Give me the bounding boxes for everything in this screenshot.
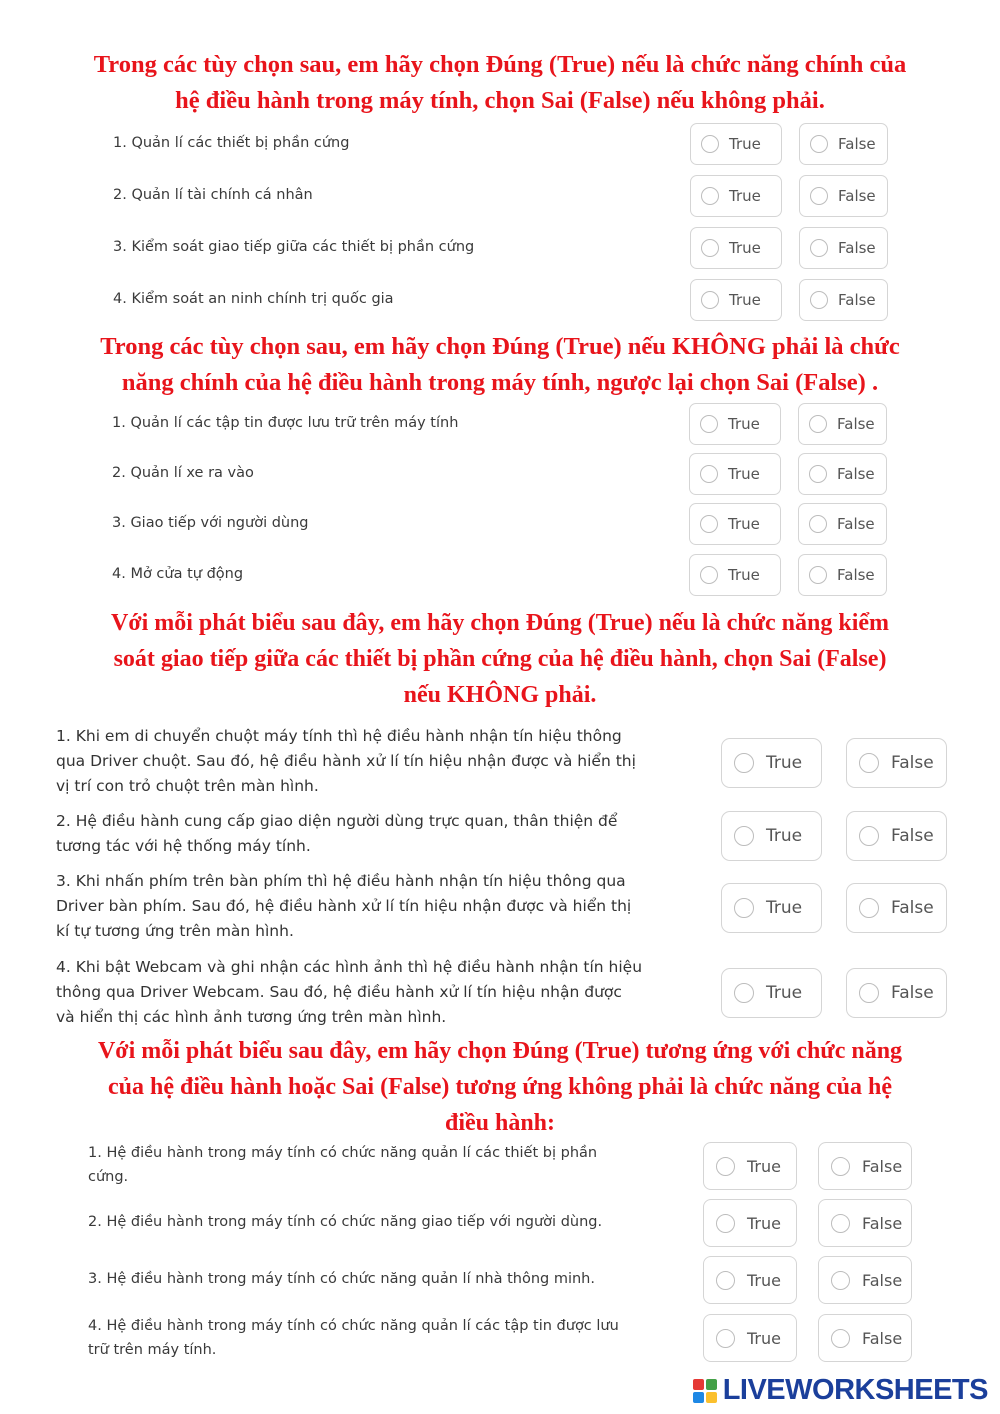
radio-circle-icon [809, 515, 827, 533]
question-line: cứng. [88, 1169, 129, 1185]
true-option[interactable] [721, 968, 822, 1018]
question-line: thông qua Driver Webcam. Sau đó, hệ điều hành xử lí tín hiệu nhận được [56, 983, 622, 1001]
option-label: True [747, 1328, 781, 1348]
question-text: 4. Mở cửa tự động [112, 566, 244, 582]
question-line: Driver bàn phím. Sau đó, hệ điều hành xử lí tín hiệu nhận được và hiển thị [56, 897, 632, 915]
question-text [88, 1267, 595, 1291]
option-label: True [729, 291, 761, 309]
radio-circle-icon [859, 983, 879, 1003]
false-option[interactable] [846, 738, 947, 788]
option-label: False [862, 1213, 903, 1233]
radio-circle-icon [700, 415, 718, 433]
question-line: vị trí con trỏ chuột trên màn hình. [56, 777, 319, 795]
option-label: False [891, 898, 934, 918]
radio-circle-icon [701, 135, 719, 153]
question-text: 2. Quản lí tài chính cá nhân [113, 187, 313, 203]
question-text [88, 1141, 597, 1189]
option-label: False [837, 465, 875, 483]
false-option[interactable] [798, 503, 887, 545]
question-text [56, 724, 636, 799]
false-option[interactable] [799, 227, 888, 269]
question-line: qua Driver chuột. Sau đó, hệ điều hành xử lí tín hiệu nhận được và hiển thị [56, 752, 636, 770]
option-label: False [837, 515, 875, 533]
radio-circle-icon [700, 515, 718, 533]
heading-line: Trong các tùy chọn sau, em hãy chọn Đúng (True) nếu là chức năng chính của [93, 51, 907, 78]
option-label: False [838, 187, 876, 205]
option-label: True [766, 983, 803, 1003]
question-line: kí tự tương ứng trên màn hình. [56, 922, 294, 940]
option-label: True [728, 515, 760, 533]
question-text [56, 809, 617, 859]
logo-square [706, 1392, 717, 1403]
logo-square [693, 1379, 704, 1390]
question-line: 4. Hệ điều hành trong máy tính có chức năng quản lí các tập tin được lưu [88, 1318, 619, 1334]
radio-circle-icon [716, 1157, 735, 1176]
section-4-heading [30, 1033, 970, 1141]
radio-circle-icon [700, 465, 718, 483]
false-option[interactable] [798, 453, 887, 495]
radio-circle-icon [700, 566, 718, 584]
true-option[interactable] [690, 227, 782, 269]
radio-circle-icon [831, 1157, 850, 1176]
heading-line: soát giao tiếp giữa các thiết bị phần cứng của hệ điều hành, chọn Sai (False) [113, 646, 887, 672]
radio-circle-icon [701, 187, 719, 205]
false-option[interactable] [798, 403, 887, 445]
section-1-heading [30, 47, 970, 119]
false-option[interactable] [799, 279, 888, 321]
question-line: 4. Khi bật Webcam và ghi nhận các hình ảnh thì hệ điều hành nhận tín hiệu [56, 958, 643, 976]
false-option[interactable] [846, 968, 947, 1018]
radio-circle-icon [809, 465, 827, 483]
radio-circle-icon [734, 753, 754, 773]
false-option[interactable] [846, 811, 947, 861]
true-option[interactable] [689, 453, 781, 495]
radio-circle-icon [734, 983, 754, 1003]
false-option[interactable] [846, 883, 947, 933]
radio-circle-icon [810, 291, 828, 309]
liveworksheets-logo-icon [693, 1377, 719, 1403]
true-option[interactable] [689, 503, 781, 545]
radio-circle-icon [701, 239, 719, 257]
true-option[interactable] [721, 883, 822, 933]
question-line: 2. Hệ điều hành trong máy tính có chức năng giao tiếp với người dùng. [88, 1214, 603, 1230]
heading-line: Với mỗi phát biểu sau đây, em hãy chọn Đúng (True) tương ứng với chức năng [97, 1038, 903, 1064]
radio-circle-icon [810, 187, 828, 205]
option-label: False [891, 983, 934, 1003]
heading-line: năng chính của hệ điều hành trong máy tính, ngược lại chọn Sai (False) . [121, 369, 879, 396]
option-label: True [747, 1213, 781, 1233]
question-line: 1. Khi em di chuyển chuột máy tính thì hệ điều hành nhận tín hiệu thông [56, 727, 622, 745]
true-option[interactable] [721, 811, 822, 861]
option-label: True [729, 187, 761, 205]
question-line: 3. Khi nhấn phím trên bàn phím thì hệ điều hành nhận tín hiệu thông qua [56, 872, 626, 890]
false-option[interactable] [818, 1314, 912, 1362]
radio-circle-icon [831, 1214, 850, 1233]
false-option[interactable] [799, 123, 888, 165]
option-label: False [891, 753, 934, 773]
question-text: 2. Quản lí xe ra vào [112, 465, 254, 481]
radio-circle-icon [859, 898, 879, 918]
option-label: False [891, 826, 934, 846]
option-label: True [766, 753, 803, 773]
question-line: và hiển thị các hình ảnh tương ứng trên màn hình. [56, 1008, 447, 1026]
radio-circle-icon [734, 898, 754, 918]
option-label: False [862, 1328, 903, 1348]
false-option[interactable] [799, 175, 888, 217]
heading-line: điều hành: [444, 1110, 556, 1136]
false-option[interactable] [818, 1256, 912, 1304]
option-label: True [729, 135, 761, 153]
option-label: False [838, 291, 876, 309]
section-2-heading [30, 329, 970, 401]
question-text [56, 869, 631, 944]
true-option[interactable] [690, 123, 782, 165]
radio-circle-icon [831, 1271, 850, 1290]
option-label: True [766, 898, 803, 918]
true-option[interactable] [703, 1142, 797, 1190]
question-line: tương tác với hệ thống máy tính. [56, 837, 311, 855]
radio-circle-icon [859, 826, 879, 846]
heading-line: Với mỗi phát biểu sau đây, em hãy chọn Đúng (True) nếu là chức năng kiểm [110, 610, 890, 636]
option-label: True [729, 239, 761, 257]
true-option[interactable] [703, 1314, 797, 1362]
question-text [56, 955, 642, 1030]
question-text: 3. Giao tiếp với người dùng [112, 515, 309, 531]
radio-circle-icon [716, 1329, 735, 1348]
radio-circle-icon [810, 239, 828, 257]
option-label: False [862, 1270, 903, 1290]
radio-circle-icon [809, 415, 827, 433]
false-option[interactable] [818, 1199, 912, 1247]
false-option[interactable] [798, 554, 887, 596]
option-label: False [838, 239, 876, 257]
option-label: True [747, 1156, 781, 1176]
question-line: 3. Hệ điều hành trong máy tính có chức năng quản lí nhà thông minh. [88, 1271, 595, 1287]
liveworksheets-brand[interactable] [693, 1374, 988, 1406]
question-text: 1. Quản lí các thiết bị phần cứng [113, 135, 350, 151]
option-label: True [728, 566, 760, 584]
option-label: True [728, 465, 760, 483]
option-label: False [838, 135, 876, 153]
option-label: True [728, 415, 760, 433]
logo-square [693, 1392, 704, 1403]
question-line: trữ trên máy tính. [88, 1342, 217, 1358]
true-option[interactable] [721, 738, 822, 788]
radio-circle-icon [716, 1214, 735, 1233]
option-label: True [766, 826, 803, 846]
question-line: 2. Hệ điều hành cung cấp giao diện người dùng trực quan, thân thiện để [56, 812, 618, 830]
option-label: False [862, 1156, 903, 1176]
heading-line: hệ điều hành trong máy tính, chọn Sai (False) nếu không phải. [175, 87, 825, 114]
radio-circle-icon [701, 291, 719, 309]
true-option[interactable] [690, 279, 782, 321]
heading-line: nếu KHÔNG phải. [403, 682, 597, 708]
logo-square [706, 1379, 717, 1390]
question-text: 1. Quản lí các tập tin được lưu trữ trên máy tính [112, 415, 459, 431]
false-option[interactable] [818, 1142, 912, 1190]
question-text: 4. Kiểm soát an ninh chính trị quốc gia [113, 291, 394, 307]
true-option[interactable] [703, 1256, 797, 1304]
question-text: 3. Kiểm soát giao tiếp giữa các thiết bị phần cứng [113, 239, 475, 255]
true-option[interactable] [689, 554, 781, 596]
question-text [88, 1210, 602, 1234]
option-label: True [747, 1270, 781, 1290]
section-3-heading [30, 605, 970, 713]
question-text [88, 1314, 619, 1362]
true-option[interactable] [703, 1199, 797, 1247]
radio-circle-icon [810, 135, 828, 153]
heading-line: của hệ điều hành hoặc Sai (False) tương ứng không phải là chức năng của hệ [108, 1074, 892, 1100]
radio-circle-icon [859, 753, 879, 773]
radio-circle-icon [809, 566, 827, 584]
true-option[interactable] [690, 175, 782, 217]
heading-line: Trong các tùy chọn sau, em hãy chọn Đúng (True) nếu KHÔNG phải là chức [100, 333, 900, 360]
option-label: False [837, 415, 875, 433]
brand-name: LIVEWORKSHEETS [722, 1373, 988, 1406]
question-line: 1. Hệ điều hành trong máy tính có chức năng quản lí các thiết bị phần [88, 1145, 598, 1161]
option-label: False [837, 566, 875, 584]
radio-circle-icon [734, 826, 754, 846]
radio-circle-icon [716, 1271, 735, 1290]
radio-circle-icon [831, 1329, 850, 1348]
true-option[interactable] [689, 403, 781, 445]
